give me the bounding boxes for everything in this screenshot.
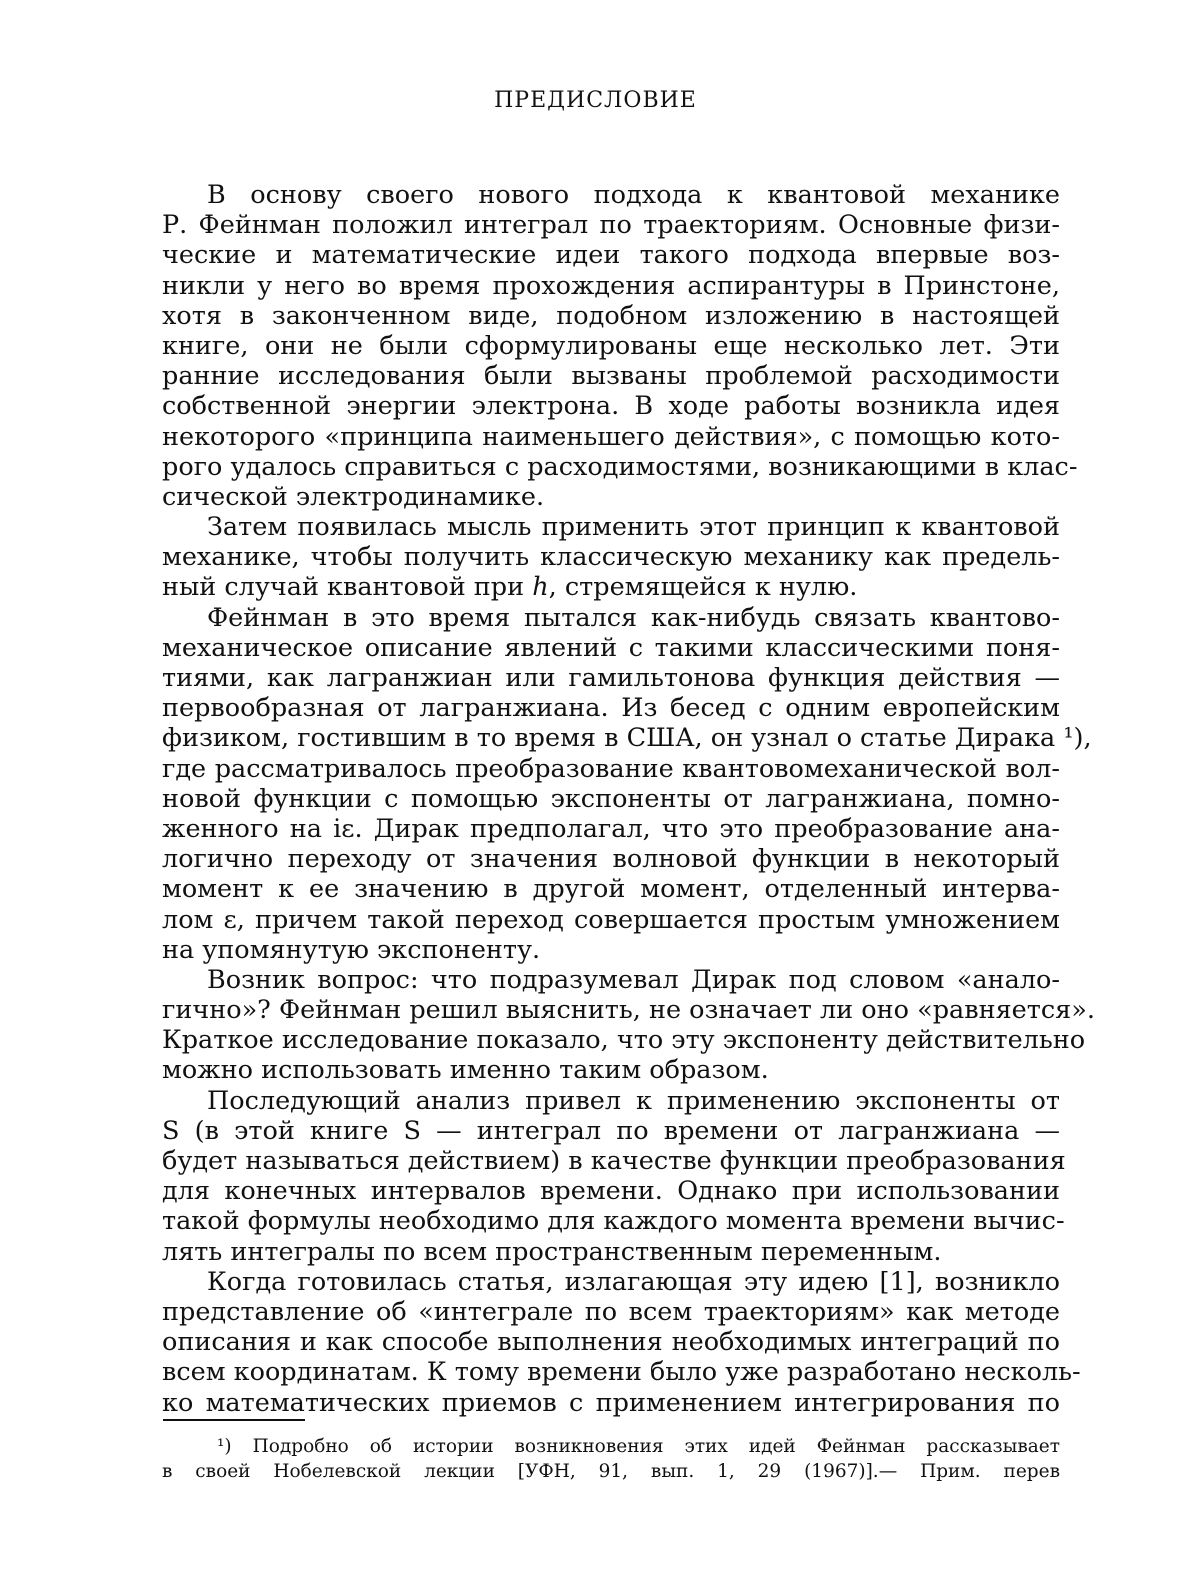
text-line: такой формулы необходимо для каждого момента времени вычис- [162,1206,1065,1237]
text-line: механике, чтобы получить классическую механику как предель- [162,542,1060,573]
text-line: лом ε, причем такой переход совершается простым умножением [162,904,1060,935]
body-text [162,180,1095,1418]
text-line: ный случай квантовой при ℎ, стремящейся к нулю. [162,572,858,603]
text-line: новой функции с помощью экспоненты от лагранжиана, помно- [162,783,1060,814]
text-line: сической электродинамике. [162,481,545,512]
text-line: хотя в законченном виде, подобном изложению в настоящей [162,300,1060,331]
text-line: первообразная от лагранжиана. Из бесед с одним европейским [162,693,1060,724]
text-line: Затем появилась мысль применить этот принцип к квантовой [207,512,1060,543]
text-line: физиком, гостившим в то время в США, он узнал о статье Дирака ¹), [162,723,1092,754]
text-line: будет называться действием) в качестве функции преобразования [162,1146,1066,1176]
text-line: рого удалось справиться с расходимостями, возникающими в клас- [162,451,1078,482]
text-line: ранние исследования были вызваны проблемой расходимости [162,361,1060,392]
text-line: Когда готовилась статья, излагающая эту идею [1], возникло [207,1266,1060,1297]
text-line: никли у него во время прохождения аспирантуры в Принстоне, [162,270,1060,301]
text-line: можно использовать именно таким образом. [162,1055,769,1086]
text-line: некоторого «принципа наименьшего действия», с помощью кото- [162,421,1060,452]
text-line: S (в этой книге S — интеграл по времени от лагранжиана — [162,1115,1060,1146]
text-line: ко математических приемов с применением интегрирования по [162,1387,1060,1418]
text-line: ческие и математические идеи такого подхода впервые воз- [162,240,1060,271]
text-line: логично переходу от значения волновой функции в некоторый [162,844,1060,875]
footnote-divider [163,1419,305,1421]
text-line: В основу своего нового подхода к квантовой механике [207,180,1060,210]
footnote-line: в своей Нобелевской лекции [УФН, 91, вып. 1, 29 (1967)].— Прим. перев [162,1461,1060,1482]
text-line: механическое описание явлений с такими классическими поня- [162,632,1060,663]
text-line: где рассматривалось преобразование квантовомеханической вол- [162,753,1060,784]
text-line: момент к ее значению в другой момент, отделенный интерва- [162,874,1060,905]
page-title: ПРЕДИСЛОВИЕ [494,88,697,113]
text-line: всем координатам. К тому времени было уже разработано несколь- [162,1357,1081,1388]
text-line: Возник вопрос: что подразумевал Дирак под словом «анало- [207,964,1060,995]
text-line: гично»? Фейнман решил выяснить, не означает ли оно «равняется». [162,995,1095,1026]
text-line: Фейнман в это время пытался как-нибудь связать квантово- [207,602,1060,633]
text-line: Краткое исследование показало, что эту экспоненту действительно [162,1025,1086,1056]
text-line: лять интегралы по всем пространственным переменным. [162,1236,942,1267]
text-line: книге, они не были сформулированы еще несколько лет. Эти [162,330,1060,361]
text-line: для конечных интервалов времени. Однако при использовании [162,1176,1060,1207]
text-line: описания и как способе выполнения необходимых интеграций по [162,1327,1060,1358]
text-line: представление об «интеграле по всем траекториям» как методе [162,1296,1060,1327]
text-line: собственной энергии электрона. В ходе работы возникла идея [162,391,1060,422]
text-line: на упомянутую экспоненту. [162,934,541,965]
footnote [162,1434,1060,1484]
text-line: женного на iε. Дирак предполагал, что это преобразование ана- [162,813,1060,844]
text-line: Р. Фейнман положил интеграл по траекториям. Основные физи- [162,210,1060,241]
text-line: Последующий анализ привел к применению экспоненты от [207,1085,1060,1116]
text-line: тиями, как лагранжиан или гамильтонова функция действия — [162,663,1060,693]
footnote-line: ¹) Подробно об истории возникновения этих идей Фейнман рассказывает [217,1436,1060,1457]
